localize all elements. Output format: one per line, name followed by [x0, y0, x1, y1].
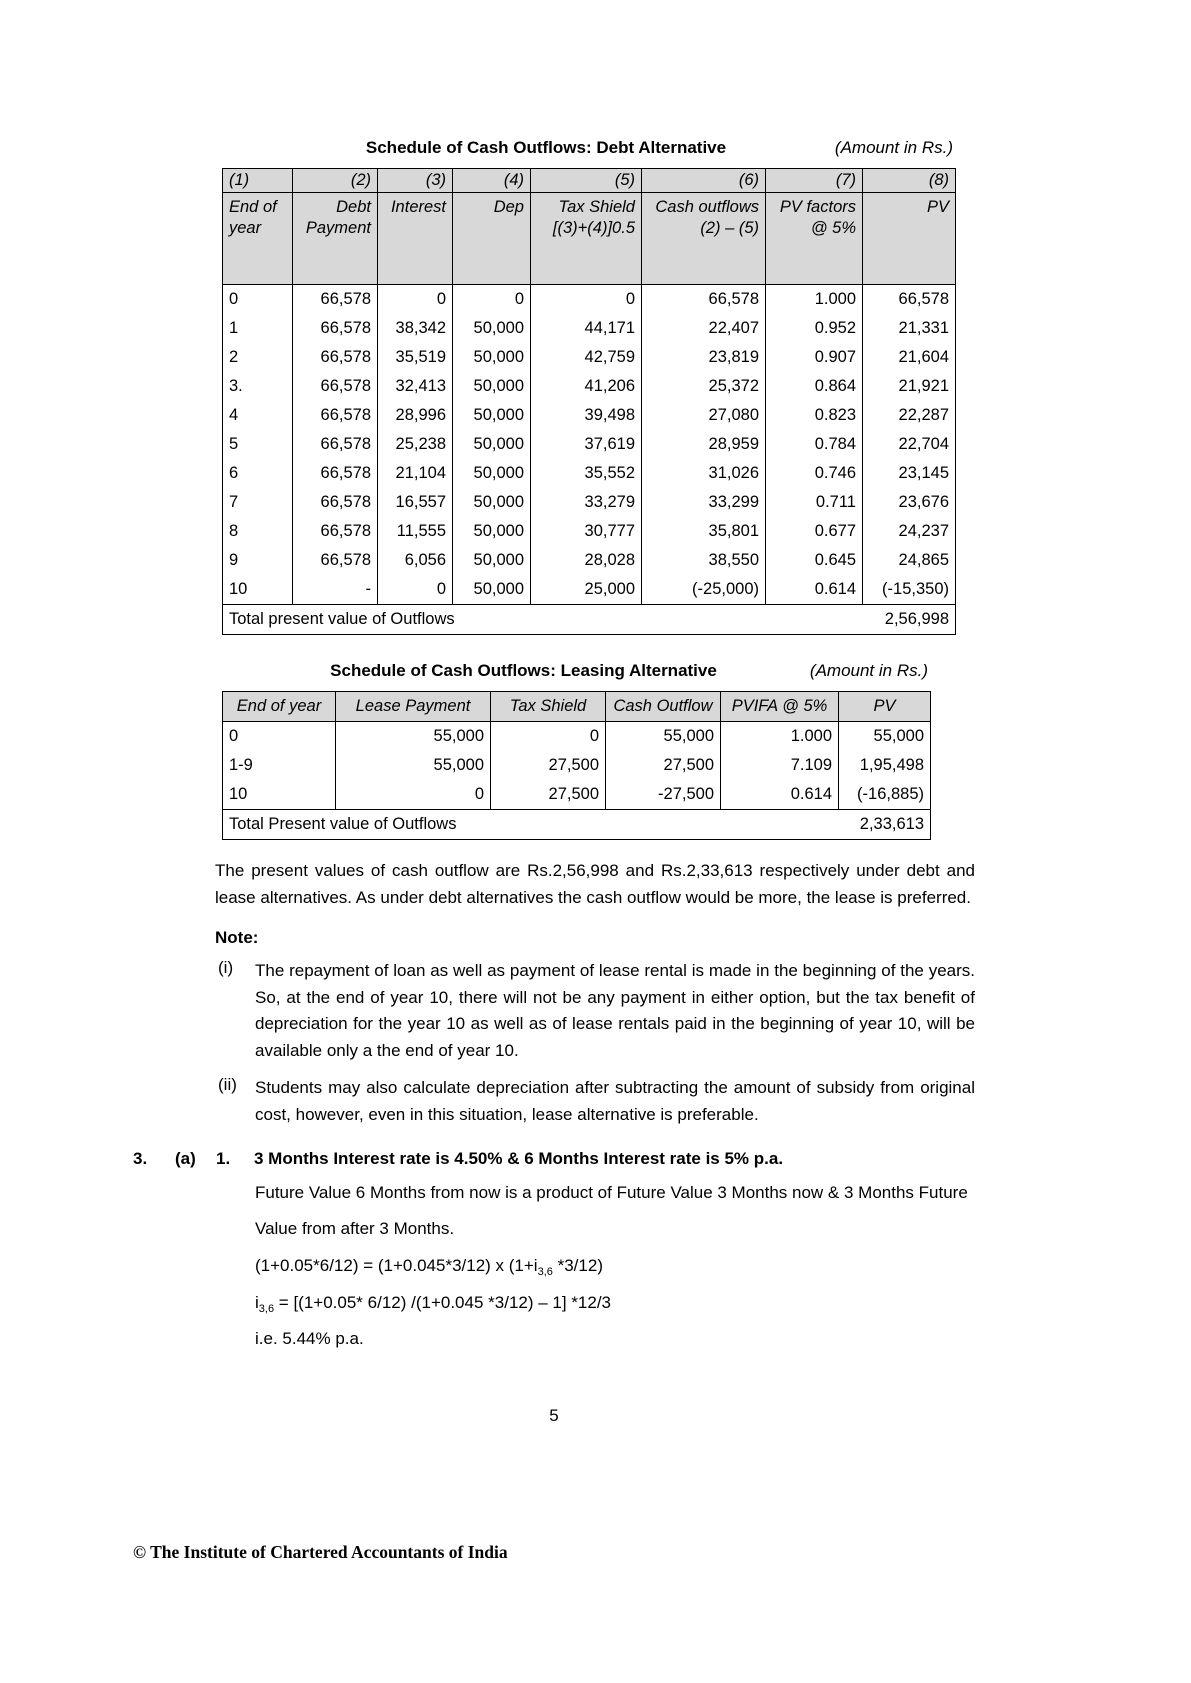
- column-number: (1): [223, 169, 293, 193]
- column-header: Interest: [378, 193, 453, 285]
- table-cell: 50,000: [453, 459, 531, 488]
- table-cell: 35,801: [642, 517, 766, 546]
- debt-table-body: [223, 285, 956, 605]
- table-cell: (-25,000): [642, 575, 766, 605]
- debt-table-head: [223, 169, 956, 285]
- table-cell: 4: [223, 401, 293, 430]
- note-marker: (i): [218, 957, 234, 977]
- table-cell: 27,080: [642, 401, 766, 430]
- table-cell: 33,299: [642, 488, 766, 517]
- table-cell: 25,238: [378, 430, 453, 459]
- debt-table: [222, 168, 956, 635]
- table-cell: 28,028: [531, 546, 642, 575]
- column-header: End of year: [223, 692, 336, 722]
- table-cell: 0: [223, 285, 293, 315]
- table-cell: 10: [223, 780, 336, 810]
- table-cell: 66,578: [293, 488, 378, 517]
- debt-table-amount-note: (Amount in Rs.): [834, 138, 953, 157]
- table-cell: 0.784: [766, 430, 863, 459]
- column-number: (7): [766, 169, 863, 193]
- table-cell: 22,704: [863, 430, 956, 459]
- table-cell: 10: [223, 575, 293, 605]
- table-cell: 41,206: [531, 372, 642, 401]
- table-cell: 35,552: [531, 459, 642, 488]
- table-cell: 0: [531, 285, 642, 315]
- table-cell: 0: [378, 575, 453, 605]
- table-cell: 66,578: [863, 285, 956, 315]
- column-header: PVIFA @ 5%: [721, 692, 839, 722]
- table-cell: 0.746: [766, 459, 863, 488]
- table-row: [223, 372, 956, 401]
- table-cell: 66,578: [293, 372, 378, 401]
- table-cell: 33,279: [531, 488, 642, 517]
- lease-total-label: Total Present value of Outflows: [223, 810, 839, 840]
- formula-text: = [(1+0.05* 6/12) /(1+0.045 *3/12) – 1] *12/3: [274, 1292, 612, 1312]
- column-header: PV factors @ 5%: [766, 193, 863, 285]
- table-cell: 50,000: [453, 430, 531, 459]
- table-cell: 55,000: [336, 751, 491, 780]
- column-number: (8): [863, 169, 956, 193]
- lease-table-head: [223, 692, 931, 722]
- table-cell: 50,000: [453, 372, 531, 401]
- table-cell: 37,619: [531, 430, 642, 459]
- table-cell: 50,000: [453, 517, 531, 546]
- table-cell: 50,000: [453, 343, 531, 372]
- table-cell: 21,331: [863, 314, 956, 343]
- lease-table-body: [223, 722, 931, 810]
- note-item-2: [218, 1075, 975, 1129]
- table-cell: 27,500: [491, 780, 606, 810]
- table-cell: 25,372: [642, 372, 766, 401]
- summary-paragraph: The present values of cash outflow are Rs.2,56,998 and Rs.2,33,613 respectively under debt and lease alternatives. As under debt alternatives the cash outflow would be more, the lease is preferred.: [215, 861, 975, 907]
- column-header: PV: [839, 692, 931, 722]
- table-cell: 8: [223, 517, 293, 546]
- table-row: [223, 285, 956, 315]
- table-cell: 11,555: [378, 517, 453, 546]
- table-row: [223, 546, 956, 575]
- note-item-1: [218, 958, 975, 1065]
- debt-total-row: [223, 605, 956, 635]
- table-cell: 16,557: [378, 488, 453, 517]
- table-cell: 6,056: [378, 546, 453, 575]
- lease-table-caption: [222, 661, 930, 685]
- table-cell: 23,676: [863, 488, 956, 517]
- table-cell: 1: [223, 314, 293, 343]
- formula-text: i: [255, 1292, 259, 1312]
- column-number: (4): [453, 169, 531, 193]
- table-cell: 32,413: [378, 372, 453, 401]
- table-row: [223, 722, 931, 752]
- table-cell: 0.614: [766, 575, 863, 605]
- note-text: Students may also calculate depreciation after subtracting the amount of subsidy from original cost, however, even in this situation, lease alternative is preferable.: [255, 1078, 975, 1125]
- table-cell: 23,819: [642, 343, 766, 372]
- column-header: Lease Payment: [336, 692, 491, 722]
- column-header: Dep: [453, 193, 531, 285]
- column-header: Cash outflows (2) – (5): [642, 193, 766, 285]
- lease-total-value: 2,33,613: [839, 810, 931, 840]
- table-row: [223, 343, 956, 372]
- column-header: End of year: [223, 193, 293, 285]
- table-cell: 42,759: [531, 343, 642, 372]
- table-row: [223, 751, 931, 780]
- column-number: (5): [531, 169, 642, 193]
- table-cell: 27,500: [491, 751, 606, 780]
- table-cell: (-16,885): [839, 780, 931, 810]
- table-cell: 35,519: [378, 343, 453, 372]
- debt-total-label: Total present value of Outflows: [223, 605, 863, 635]
- table-cell: -27,500: [606, 780, 721, 810]
- table-row: [223, 459, 956, 488]
- table-cell: 24,237: [863, 517, 956, 546]
- column-header: PV: [863, 193, 956, 285]
- table-cell: 66,578: [293, 546, 378, 575]
- table-cell: 1.000: [721, 722, 839, 752]
- lease-table-title: Schedule of Cash Outflows: Leasing Alternative: [330, 661, 717, 680]
- column-header: Tax Shield: [491, 692, 606, 722]
- table-cell: 50,000: [453, 546, 531, 575]
- table-cell: 0.614: [721, 780, 839, 810]
- table-cell: 25,000: [531, 575, 642, 605]
- formula-conclusion: i.e. 5.44% p.a.: [255, 1329, 364, 1349]
- table-row: [223, 430, 956, 459]
- section-subpart: (a): [175, 1148, 196, 1168]
- section-item-heading: 3 Months Interest rate is 4.50% & 6 Months Interest rate is 5% p.a.: [254, 1148, 784, 1168]
- table-cell: 2: [223, 343, 293, 372]
- column-number: (2): [293, 169, 378, 193]
- table-cell: 44,171: [531, 314, 642, 343]
- table-cell: 21,921: [863, 372, 956, 401]
- table-cell: 1,95,498: [839, 751, 931, 780]
- table-cell: 66,578: [293, 314, 378, 343]
- table-cell: 66,578: [293, 401, 378, 430]
- table-cell: 0.952: [766, 314, 863, 343]
- table-cell: 66,578: [293, 285, 378, 315]
- column-number: (6): [642, 169, 766, 193]
- table-cell: 31,026: [642, 459, 766, 488]
- table-cell: 3.: [223, 372, 293, 401]
- table-cell: 9: [223, 546, 293, 575]
- table-cell: 7: [223, 488, 293, 517]
- table-cell: 38,342: [378, 314, 453, 343]
- table-cell: 50,000: [453, 401, 531, 430]
- table-cell: 55,000: [839, 722, 931, 752]
- table-cell: 0: [378, 285, 453, 315]
- table-cell: 66,578: [642, 285, 766, 315]
- lease-header-row: [223, 692, 931, 722]
- section-3-heading-row: [133, 1149, 975, 1169]
- debt-column-numbers-row: [223, 169, 956, 193]
- lease-table-foot: [223, 810, 931, 840]
- debt-header-row: [223, 193, 956, 285]
- note-marker: (ii): [218, 1075, 237, 1095]
- page-number: 5: [549, 1405, 559, 1425]
- table-cell: 1.000: [766, 285, 863, 315]
- table-cell: 22,287: [863, 401, 956, 430]
- table-cell: 0: [491, 722, 606, 752]
- table-cell: 39,498: [531, 401, 642, 430]
- column-header: Tax Shield [(3)+(4)]0.5: [531, 193, 642, 285]
- table-cell: 50,000: [453, 575, 531, 605]
- table-cell: 28,959: [642, 430, 766, 459]
- table-cell: 27,500: [606, 751, 721, 780]
- table-row: [223, 314, 956, 343]
- table-cell: 0.823: [766, 401, 863, 430]
- table-row: [223, 517, 956, 546]
- table-cell: (-15,350): [863, 575, 956, 605]
- table-row: [223, 401, 956, 430]
- table-cell: 0: [223, 722, 336, 752]
- lease-table-amount-note: (Amount in Rs.): [809, 661, 928, 680]
- table-cell: 55,000: [336, 722, 491, 752]
- formula-1: [255, 1248, 975, 1285]
- column-number: (3): [378, 169, 453, 193]
- lease-table: [222, 691, 931, 840]
- table-cell: 0.907: [766, 343, 863, 372]
- section-number: 3.: [133, 1148, 148, 1168]
- table-cell: 38,550: [642, 546, 766, 575]
- section-item-number: 1.: [216, 1148, 231, 1168]
- debt-table-title: Schedule of Cash Outflows: Debt Alternative: [365, 138, 727, 157]
- table-row: [223, 575, 956, 605]
- formula-2: [255, 1285, 975, 1322]
- table-cell: 30,777: [531, 517, 642, 546]
- debt-total-value: 2,56,998: [863, 605, 956, 635]
- column-header: Debt Payment: [293, 193, 378, 285]
- table-cell: 50,000: [453, 488, 531, 517]
- table-cell: 50,000: [453, 314, 531, 343]
- table-row: [223, 780, 931, 810]
- table-cell: 66,578: [293, 343, 378, 372]
- table-cell: 22,407: [642, 314, 766, 343]
- table-row: [223, 488, 956, 517]
- section-paragraph: Future Value 6 Months from now is a product of Future Value 3 Months now & 3 Months Future Value from after 3 Months.: [255, 1182, 968, 1239]
- note-label: Note:: [215, 927, 259, 947]
- debt-table-foot: [223, 605, 956, 635]
- table-cell: 66,578: [293, 459, 378, 488]
- table-cell: 7.109: [721, 751, 839, 780]
- table-cell: 0.645: [766, 546, 863, 575]
- formula-text: (1+0.05*6/12) = (1+0.045*3/12) x (1+i: [255, 1255, 538, 1275]
- formula-subscript: 3,6: [258, 1302, 275, 1315]
- table-cell: 5: [223, 430, 293, 459]
- formula-text: *3/12): [552, 1255, 603, 1275]
- table-cell: 6: [223, 459, 293, 488]
- table-cell: 0: [336, 780, 491, 810]
- table-cell: 66,578: [293, 430, 378, 459]
- table-cell: 1-9: [223, 751, 336, 780]
- debt-table-caption: [222, 138, 955, 162]
- table-cell: 28,996: [378, 401, 453, 430]
- copyright-footer: © The Institute of Chartered Accountants of India: [133, 1542, 508, 1562]
- table-cell: 66,578: [293, 517, 378, 546]
- table-cell: 0: [453, 285, 531, 315]
- note-text: The repayment of loan as well as payment of lease rental is made in the beginning of the years. So, at the end of year 10, there will not be any payment in either option, but the tax benefit of depreciation for the year 10 as well as of lease rentals paid in the beginning of year 10, will be available only a the end of year 10.: [255, 960, 975, 1061]
- table-cell: 0.864: [766, 372, 863, 401]
- table-cell: -: [293, 575, 378, 605]
- table-cell: 21,104: [378, 459, 453, 488]
- table-cell: 0.677: [766, 517, 863, 546]
- table-cell: 21,604: [863, 343, 956, 372]
- table-cell: 55,000: [606, 722, 721, 752]
- table-cell: 23,145: [863, 459, 956, 488]
- table-cell: 0.711: [766, 488, 863, 517]
- table-cell: 24,865: [863, 546, 956, 575]
- column-header: Cash Outflow: [606, 692, 721, 722]
- lease-total-row: [223, 810, 931, 840]
- formula-subscript: 3,6: [537, 1265, 553, 1278]
- section-3-body: [255, 1175, 975, 1358]
